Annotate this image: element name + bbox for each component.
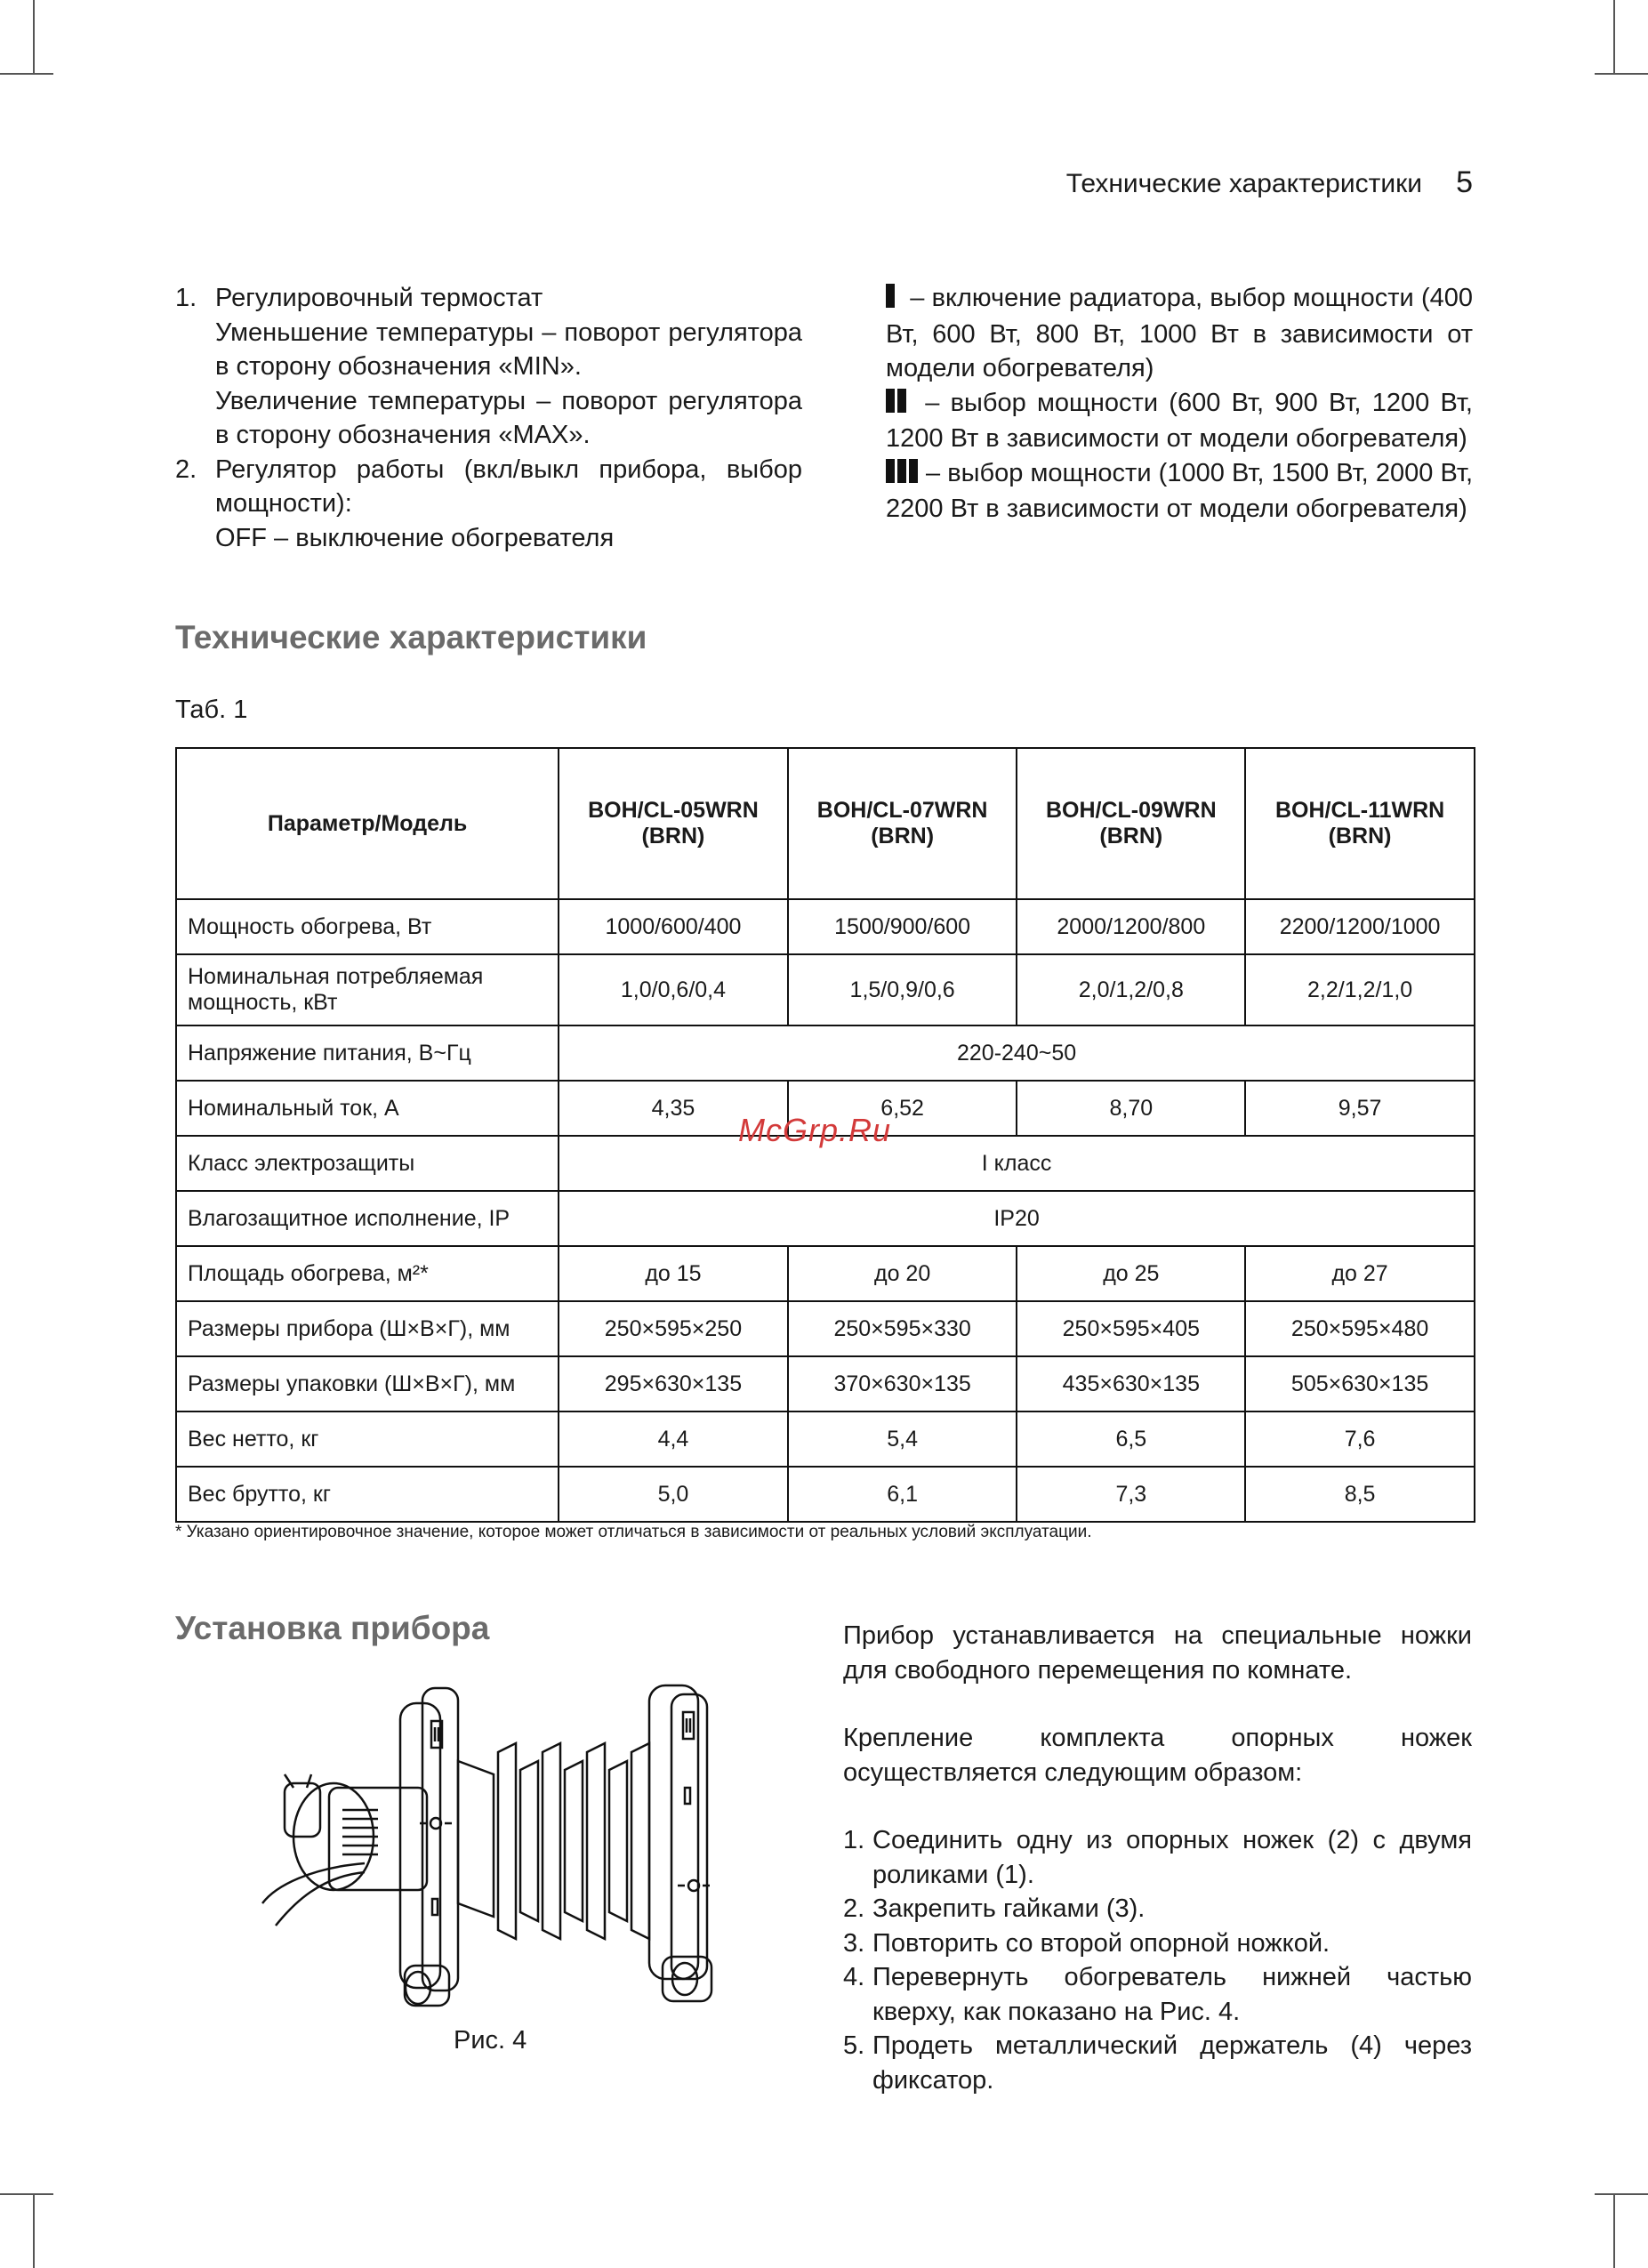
figure-caption: Рис. 4: [454, 2026, 527, 2055]
crop-mark: [1595, 73, 1648, 75]
page-number: 5: [1456, 165, 1473, 199]
crop-mark: [1595, 2193, 1648, 2195]
list-item-thermostat: 1. Регулировочный термостат Уменьшение температуры – поворот регулятора в сторону обозначения «MIN». Увеличение температуры – поворот регулятора в сторону обозначения «MAX».: [175, 284, 802, 449]
list-item-power-switch: 2. Регулятор работы (вкл/выкл прибора, выбор мощности): OFF – выключение обогревателя: [175, 454, 802, 552]
heater-installation-figure: [258, 1681, 738, 2019]
install-step: 1. Соединить одну из опорных ножек (2) с двумя роликами (1).: [843, 1826, 1472, 1889]
table-row: Вес брутто, кг 5,0 6,1 7,3 8,5: [176, 1467, 1475, 1522]
power-bar-1-icon: [886, 283, 897, 318]
crop-mark: [1613, 2193, 1615, 2268]
install-step: 5. Продеть металлический держатель (4) через фиксатор.: [843, 2031, 1472, 2095]
power-bar-2-icon: [886, 388, 909, 422]
controls-list: [175, 281, 802, 555]
table-row: Номинальная потребляемая мощность, кВт 1,0/0,6/0,4 1,5/0,9/0,6 2,0/1,2/0,8 2,2/1,2/1,0: [176, 954, 1475, 1025]
header-model: BOH/CL-09WRN (BRN): [1017, 748, 1245, 899]
power-mode-1: – включение радиатора, выбор мощности (400 Вт, 600 Вт, 800 Вт, 1000 Вт в зависимости от модели обогревателя): [886, 284, 1473, 382]
table-header-row: [176, 748, 1475, 899]
header-model: BOH/CL-05WRN (BRN): [559, 748, 788, 899]
table-row: Класс электрозащиты I класс: [176, 1136, 1475, 1191]
running-header: Технические характеристики: [1065, 169, 1422, 198]
table-row: Мощность обогрева, Вт 1000/600/400 1500/900/600 2000/1200/800 2200/1200/1000: [176, 899, 1475, 954]
table-footnote: * Указано ориентировочное значение, которое может отличаться в зависимости от реальных условий эксплуатации.: [175, 1523, 1092, 1541]
power-mode-3: – выбор мощности (1000 Вт, 1500 Вт, 2000 Вт, 2200 Вт в зависимости от модели обогревателя): [886, 458, 1473, 523]
install-heading: Установка прибора: [175, 1610, 490, 1646]
install-paragraph: Крепление комплекта опорных ножек осуществляется следующим образом:: [843, 1724, 1472, 1787]
table-row: Влагозащитное исполнение, IP IP20: [176, 1191, 1475, 1246]
power-bar-3-icon: [886, 458, 920, 493]
table-row: Размеры упаковки (Ш×В×Г), мм 295×630×135 370×630×135 435×630×135 505×630×135: [176, 1356, 1475, 1411]
header-param: Параметр/Модель: [176, 748, 559, 899]
header-model: BOH/CL-07WRN (BRN): [788, 748, 1017, 899]
install-instructions: [843, 1619, 1472, 2097]
install-step: 2. Закрепить гайками (3).: [843, 1894, 1146, 1923]
watermark: McGrp.Ru: [738, 1112, 892, 1148]
table-row: Номинальный ток, А 4,35 6,52 8,70 9,57: [176, 1081, 1475, 1136]
table-label: Таб. 1: [175, 696, 248, 724]
specs-heading: Технические характеристики: [175, 619, 647, 655]
power-mode-2: – выбор мощности (600 Вт, 900 Вт, 1200 Вт, 1200 Вт в зависимости от модели обогревателя): [886, 388, 1473, 453]
install-step: 4. Перевернуть обогреватель нижней частью кверху, как показано на Рис. 4.: [843, 1963, 1472, 2026]
power-modes: [886, 281, 1473, 527]
header-model: BOH/CL-11WRN (BRN): [1245, 748, 1475, 899]
table-row: Площадь обогрева, м²* до 15 до 20 до 25 до 27: [176, 1246, 1475, 1301]
table-row: Размеры прибора (Ш×В×Г), мм 250×595×250 250×595×330 250×595×405 250×595×480: [176, 1301, 1475, 1356]
crop-mark: [0, 2193, 53, 2195]
table-row: Вес нетто, кг 4,4 5,4 6,5 7,6: [176, 1411, 1475, 1467]
crop-mark: [33, 0, 35, 75]
crop-mark: [1613, 0, 1615, 75]
install-step: 3. Повторить со второй опорной ножкой.: [843, 1928, 1330, 1958]
install-paragraph: Прибор устанавливается на специальные ножки для свободного перемещения по комнате.: [843, 1621, 1472, 1685]
crop-mark: [33, 2193, 35, 2268]
table-row: Напряжение питания, В~Гц 220-240~50: [176, 1025, 1475, 1081]
crop-mark: [0, 73, 53, 75]
